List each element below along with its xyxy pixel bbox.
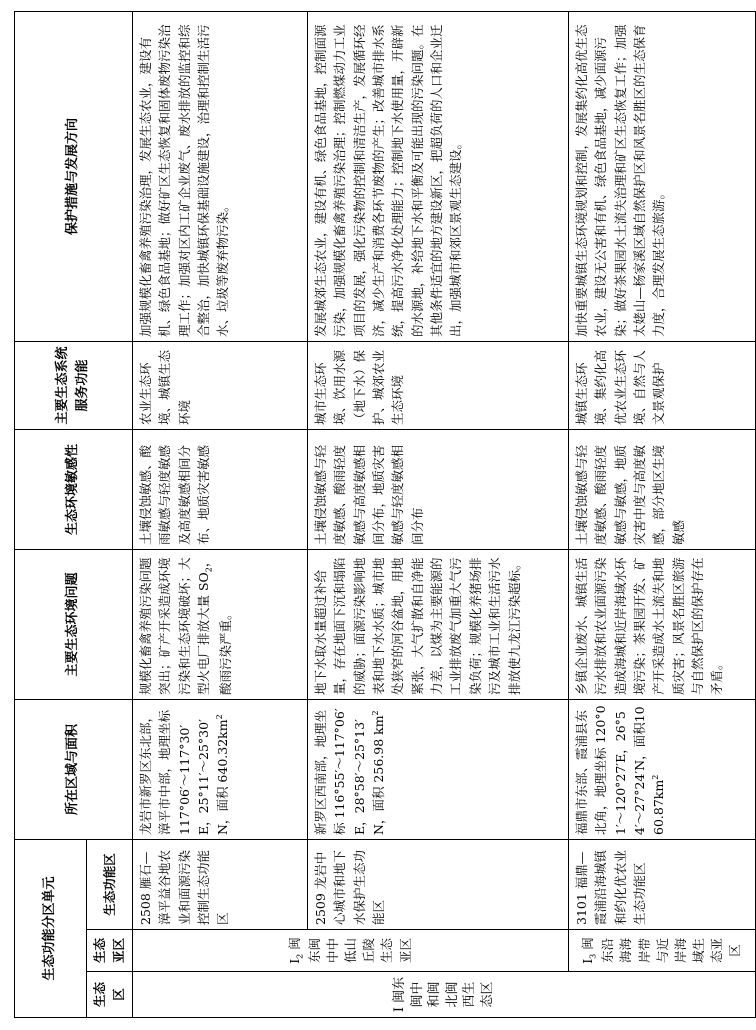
location-text: 龙岩市新罗区东北部，漳平市中部，地理坐标 117°06′～117°30′E，25°11′～25°30′N，面积 640.32km: [137, 709, 231, 835]
location-text: 福鼎市东部、霞浦县东北角，地理坐标 120°01′～120°27′E，26°54′～27°24′N，面积1060.87km: [573, 705, 667, 835]
location-superscript: 2: [370, 710, 380, 716]
header-problems: 主要生态环境问题: [15, 550, 133, 700]
header-func-zone: 生态功能区: [87, 840, 133, 930]
eco-function-zone-table: [14, 11, 756, 1018]
location-text: 新罗区西南部，地理坐标 116°55′～117°06′E，28°58′～25°13′N，面积 256.98 km: [312, 708, 386, 835]
zone-prefix: I: [392, 1007, 408, 1013]
func-zone-cell: 3101 福鼎—霞浦沿海城镇和约化优农业生态功能区: [568, 840, 755, 930]
services-cell: 城镇生态环境、集约化高优农业生态环境、自然与人文景观保护: [568, 342, 755, 430]
problems-cell: 乡镇企业废水、城镇生活污水排放和农业面源污染造成海城和近岸海域水环境污染；茶果园开发、矿产开采造成水土流失和地质灾害；风景名胜区旅游与自然保护区的保护存在矛盾。: [568, 550, 755, 700]
func-zone-cell: 2508 雁石—漳平益谷地农业和面源污染控制生态功能区: [132, 840, 307, 930]
services-cell: 城市生态环境、饮用水源（地下水）保护、城郊农业生态环境: [307, 342, 568, 430]
location-cell: [132, 700, 307, 840]
measures-cell: 加强规模化畜禽养殖污染治理，发展生态农业，建设有机、绿色食品基地；做好矿区生态恢复和固体废物污染治理工作；加强对区内工矿企业废气、废水排放的监控和综合整治，加快城镇环保基础设施建设，治理和控制生活污水、垃圾等废弃物污染。: [132, 12, 307, 342]
header-measures: 保护措施与发展方向: [15, 12, 133, 342]
func-zone-cell: 2509 龙岩中心城市和地下水保护生态功能区: [307, 840, 568, 930]
measures-cell: 发展城郊生态农业，建设有机、绿色食品基地，控制面源污染，加强规模化畜禽养殖污染治理；控制燃煤动力工业项目的发展，强化污染物的控制和清洁生产，发展循环经济，减少生产和消费各环节废物的产生；改善城市排水系统，提高污水净化处理能力；控制地下水使用量，开辟新的水源地，补给地下水和平衡及可能出现的污染问题。在其他条件适宜的地方建设新区，把超负荷的人口和企业迁出，加强城市和郊区景观生态建设。: [307, 12, 568, 342]
problems-text-tail: ，酸雨污染严重。: [195, 554, 233, 695]
subzone-cell: [568, 930, 755, 972]
subzone-subscript: 3: [588, 953, 598, 959]
problems-cell: [132, 550, 307, 700]
header-row-1: [15, 12, 87, 1018]
header-unit-group: 生态功能分区单元: [15, 840, 87, 1018]
zone-name: 闽东闽中和闽北闽西生态区: [392, 976, 495, 1008]
subzone-subscript: 2: [295, 953, 305, 959]
table-row: [132, 12, 307, 1018]
subzone-prefix: I: [286, 958, 302, 964]
subzone-prefix: I: [580, 958, 596, 964]
location-cell: [568, 700, 755, 840]
problems-subscript: 2: [204, 567, 214, 573]
measures-cell: 加快重要城镇生态环境规划和控制，发展集约化高优生态农业，建设无公害和有机、绿色食品基地，减少面源污染；做好茶果园水土流失治理和矿区生态恢复工作；加强太姥山—杨家溪区域自然保护区和风景名胜区的生态保育力度，合理发展生态旅游。: [568, 12, 755, 342]
header-location: 所在区域与面积: [15, 700, 133, 840]
location-superscript: 2: [651, 774, 661, 780]
subzone-cell: [132, 930, 568, 972]
sensitivity-cell: 土壤侵蚀敏感与轻度敏感、酸雨轻度敏感与敏感，地质灾害中度与高度敏感，部分地区生境敏感: [568, 430, 755, 550]
header-sensitivity: 生态环境敏感性: [15, 430, 133, 550]
sensitivity-cell: 土壤侵蚀敏感与轻度敏感、酸雨轻度敏感与高度敏感相间分布，地质灾害敏感与轻度敏感相间分布: [307, 430, 568, 550]
header-subzone: 生态亚区: [87, 930, 133, 972]
location-superscript: 2: [215, 714, 225, 720]
table-row: [568, 12, 755, 1018]
table-row: [307, 12, 568, 1018]
location-cell: [307, 700, 568, 840]
header-zone: 生态区: [87, 972, 133, 1018]
subzone-name: 闽东沿海海岸带与近岸海域生态亚区: [580, 937, 743, 964]
problems-cell: 地下水取水量超过补给量，存在地面下沉和塌陷的威胁；面源污染影响地表和地下水水质；城市地处狭窄的河谷盆地，用地紧张，大气扩散和自净能力差，以煤为主要能源的工业排放废气加重大气污染负荷；规模化养猪场排污及城市工业和生活污水排放使九龙江污染超标。: [307, 550, 568, 700]
subzone-name: 闽东闽中中低山丘陵生态亚区: [286, 937, 413, 964]
services-cell: 农业生态环境、城镇生态环境: [132, 342, 307, 430]
sensitivity-cell: 土壤侵蚀敏感、酸雨敏感与轻度敏感及高度敏感相间分布、地质灾害敏感: [132, 430, 307, 550]
header-services: 主要生态系统服务功能: [15, 342, 133, 430]
problems-text: 规模化畜禽养殖污染问题突出；矿产开采造成环境污染和生态环境破坏；大型火电厂排放大量 SO: [137, 557, 211, 695]
zone-cell: [132, 972, 755, 1018]
